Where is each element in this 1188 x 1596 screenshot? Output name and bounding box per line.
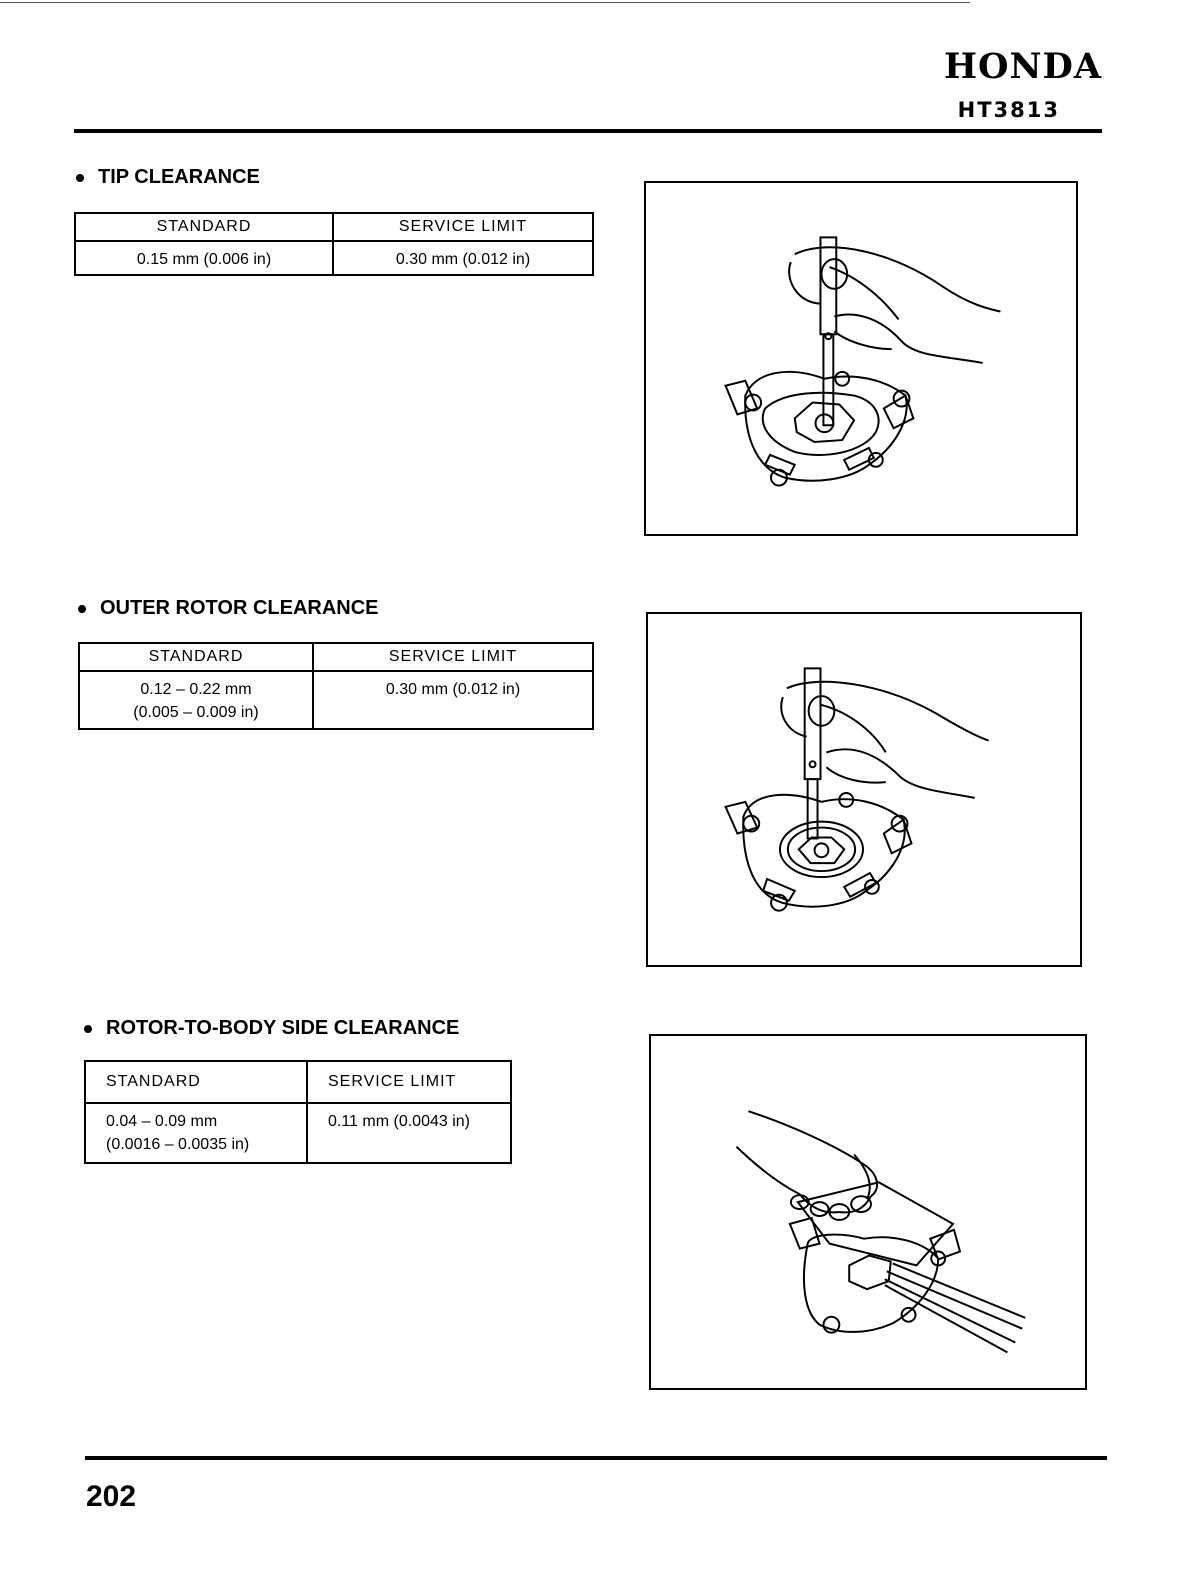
standard-value-mm: 0.04 – 0.09 mm <box>106 1113 218 1130</box>
feeler-gauge-outer-rotor-icon <box>648 614 1080 965</box>
table-header-standard: STANDARD <box>79 643 313 671</box>
top-rule <box>0 2 970 3</box>
table-header-service-limit: SERVICE LIMIT <box>313 643 593 671</box>
standard-value: 0.15 mm (0.006 in) <box>136 251 272 268</box>
standard-value-in: (0.0016 – 0.0035 in) <box>106 1136 250 1153</box>
figure-tip-clearance <box>644 181 1078 536</box>
standard-value-in: (0.005 – 0.009 in) <box>133 704 259 721</box>
section-title-outer-rotor-clearance <box>78 597 379 620</box>
figure-rotor-to-body-side-clearance <box>649 1034 1087 1390</box>
table-header-standard: STANDARD <box>85 1061 307 1103</box>
table-cell-standard <box>85 1103 307 1163</box>
table-cell-service-limit: 0.11 mm (0.0043 in) <box>307 1103 511 1163</box>
straightedge-side-clearance-icon <box>651 1036 1085 1388</box>
section-title-text: OUTER ROTOR CLEARANCE <box>100 597 379 619</box>
spec-table-rotor-to-body-side-clearance <box>84 1060 512 1164</box>
header-rule <box>74 129 1102 133</box>
section-title-rotor-to-body-side-clearance <box>84 1017 459 1040</box>
section-title-text: TIP CLEARANCE <box>98 166 260 188</box>
table-cell-standard <box>79 671 313 729</box>
bullet-icon <box>84 1025 92 1033</box>
standard-value-mm: 0.12 – 0.22 mm <box>140 681 252 698</box>
section-title-text: ROTOR-TO-BODY SIDE CLEARANCE <box>106 1017 460 1039</box>
spec-table-tip-clearance <box>74 212 594 276</box>
bullet-icon <box>76 174 84 182</box>
table-header-service-limit: SERVICE LIMIT <box>333 213 593 241</box>
table-header-standard: STANDARD <box>75 213 333 241</box>
footer-rule <box>85 1456 1107 1460</box>
bullet-icon <box>78 605 86 613</box>
table-header-service-limit: SERVICE LIMIT <box>307 1061 511 1103</box>
brand-logo: HONDA <box>943 46 1102 87</box>
spec-table-outer-rotor-clearance <box>78 642 594 730</box>
table-cell-standard <box>75 241 333 275</box>
section-title-tip-clearance <box>76 166 260 189</box>
feeler-gauge-tip-clearance-icon <box>646 183 1076 534</box>
model-number: HT3813 <box>957 98 1060 122</box>
table-cell-service-limit: 0.30 mm (0.012 in) <box>313 671 593 729</box>
page-number: 202 <box>86 1480 137 1513</box>
figure-outer-rotor-clearance <box>646 612 1082 967</box>
table-cell-service-limit: 0.30 mm (0.012 in) <box>333 241 593 275</box>
